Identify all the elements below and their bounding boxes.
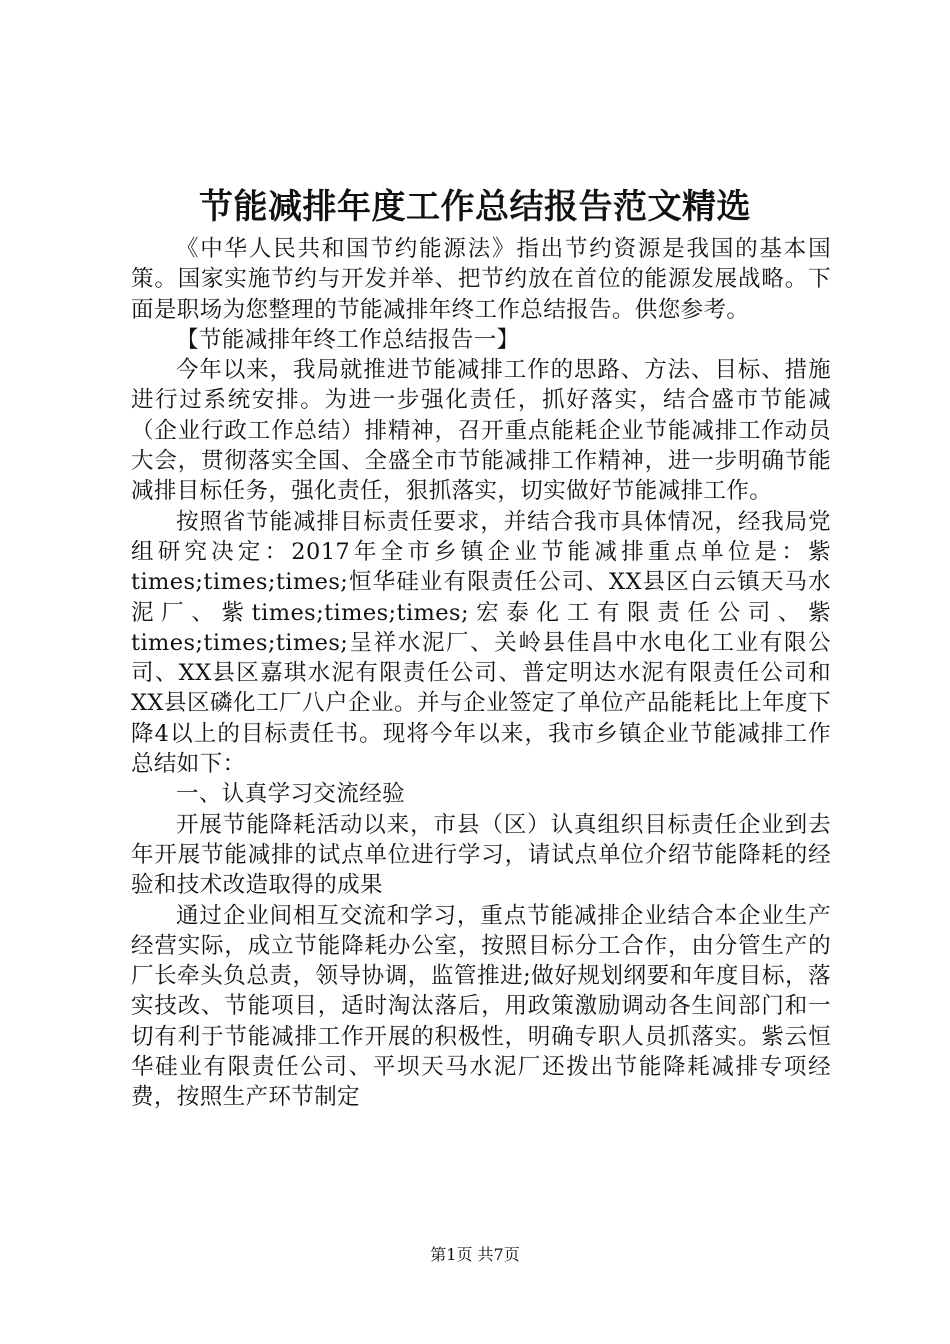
paragraph-exchange: 通过企业间相互交流和学习，重点节能减排企业结合本企业生产经营实际，成立节能降耗办公室，按照目标分工合作，由分管生产的厂长牵头负总责，领导协调，监管推进;做好规划纲要和年度目标，落实技改、节能项目，适时淘汰落后，用政策激励调动各生间部门和一切有利于节能减排工作开展的积极性，明确专职人员抓落实。紫云恒华硅业有限责任公司、平坝天马水泥厂还拨出节能降耗减排专项经费，按照生产环节制定 [131,902,831,1111]
section-heading-report-one: 【节能减排年终工作总结报告一】 [176,326,520,353]
section-heading-learning: 一、认真学习交流经验 [176,781,406,808]
document-body [131,234,831,1113]
paragraph-overview: 今年以来，我局就推进节能减排工作的思路、方法、目标、措施进行过系统安排。为进一步强化责任，抓好落实，结合盛市节能减（企业行政工作总结）排精神，召开重点能耗企业节能减排工作动员大会，贯彻落实全国、全盛全市节能减排工作精神，进一步明确节能减排目标任务，强化责任，狠抓落实，切实做好节能减排工作。 [131,357,831,505]
paragraph-key-units: 按照省节能减排目标责任要求，并结合我市具体情况，经我局党组研究决定：2017年全市乡镇企业节能减排重点单位是：紫times;times;times;恒华硅业有限责任公司、XX县区白云镇天马水泥厂、紫times;times;times;宏泰化工有限责任公司、紫times;times;times;呈祥水泥厂、关岭县佳昌中水电化工业有限公司、XX县区嘉琪水泥有限责任公司、普定明达水泥有限责任公司和XX县区磷化工厂八户企业。并与企业签定了单位产品能耗比上年度下降4以上的目标责任书。现将今年以来，我市乡镇企业节能减排工作总结如下： [131,508,831,778]
document-title: 节能减排年度工作总结报告范文精选 [199,187,751,227]
page-footer: 第1页 共7页 [430,1245,520,1264]
paragraph-learning: 开展节能降耗活动以来，市县（区）认真组织目标责任企业到去年开展节能减排的试点单位进行学习，请试点单位介绍节能降耗的经验和技术改造取得的成果 [131,811,831,899]
paragraph-intro: 《中华人民共和国节约能源法》指出节约资源是我国的基本国策。国家实施节约与开发并举、把节约放在首位的能源发展战略。下面是职场为您整理的节能减排年终工作总结报告。供您参考。 [131,236,831,323]
